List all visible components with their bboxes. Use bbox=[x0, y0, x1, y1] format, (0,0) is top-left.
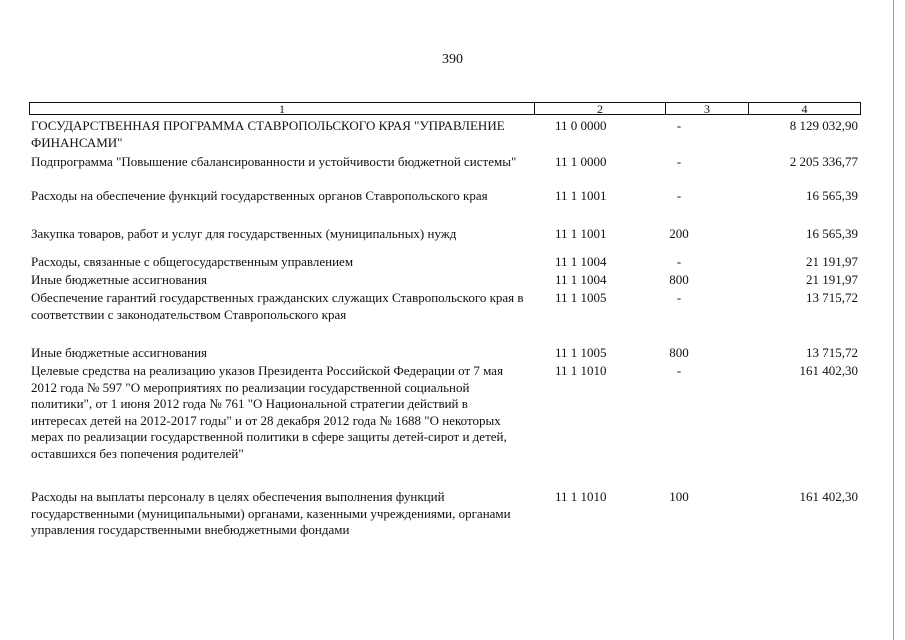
row-code: 11 1 0000 bbox=[555, 154, 607, 169]
page-edge-line bbox=[893, 0, 894, 640]
row-name: Обеспечение гарантий государственных гражданских служащих Ставропольского края в соответствии с законодательством Ставропольского края bbox=[31, 290, 524, 322]
header-col-1: 1 bbox=[30, 103, 535, 114]
row-amount: 16 565,39 bbox=[806, 188, 858, 203]
page-number: 390 bbox=[442, 52, 463, 67]
row-name: Подпрограмма "Повышение сбалансированности и устойчивости бюджетной системы" bbox=[31, 154, 517, 169]
row-name: Расходы на выплаты персоналу в целях обеспечения выполнения функций государственными (муниципальными) органами, казенными учреждениями, органами управления государственными внебюджетными фондами bbox=[31, 489, 511, 537]
row-code: 11 1 1010 bbox=[555, 489, 607, 504]
row-amount: 16 565,39 bbox=[806, 226, 858, 241]
row-amount: 161 402,30 bbox=[799, 489, 858, 504]
row-amount: 2 205 336,77 bbox=[789, 154, 858, 169]
row-code: 11 1 1004 bbox=[555, 254, 607, 269]
row-type: - bbox=[676, 118, 682, 133]
row-name: Расходы на обеспечение функций государственных органов Ставропольского края bbox=[31, 188, 488, 203]
row-type: - bbox=[676, 290, 682, 305]
row-name: Целевые средства на реализацию указов Президента Российской Федерации от 7 мая 2012 года № 597 "О мероприятиях по реализации государственной социальной политики", от 1 июня 2012 года № 761 "О Национальной стратегии действий в интересах детей на 2012-2017 годы" и от 28 декабря 2012 года № 1688 "О некоторых мерах по реализации государственной политики в сфере защиты детей-сирот и детей, оставшихся без попечения родителей" bbox=[31, 363, 507, 461]
row-code: 11 1 1005 bbox=[555, 345, 607, 360]
row-name: Иные бюджетные ассигнования bbox=[31, 272, 208, 287]
row-name: Закупка товаров, работ и услуг для государственных (муниципальных) нужд bbox=[31, 226, 457, 241]
row-amount: 21 191,97 bbox=[806, 272, 858, 287]
row-code: 11 1 1010 bbox=[555, 363, 607, 378]
row-amount: 13 715,72 bbox=[806, 290, 858, 305]
row-type: - bbox=[676, 254, 682, 269]
row-code: 11 0 0000 bbox=[555, 118, 607, 133]
row-code: 11 1 1005 bbox=[555, 290, 607, 305]
row-type: - bbox=[676, 154, 682, 169]
row-type: - bbox=[676, 188, 682, 203]
header-col-3: 3 bbox=[666, 103, 749, 114]
row-type: 100 bbox=[669, 489, 689, 504]
row-name: ГОСУДАРСТВЕННАЯ ПРОГРАММА СТАВРОПОЛЬСКОГО КРАЯ "УПРАВЛЕНИЕ ФИНАНСАМИ" bbox=[31, 118, 505, 150]
row-amount: 13 715,72 bbox=[806, 345, 858, 360]
row-type: - bbox=[676, 363, 682, 378]
row-amount: 8 129 032,90 bbox=[789, 118, 858, 133]
row-type: 200 bbox=[669, 226, 689, 241]
row-code: 11 1 1001 bbox=[555, 226, 607, 241]
row-type: 800 bbox=[669, 345, 689, 360]
row-amount: 161 402,30 bbox=[799, 363, 858, 378]
header-col-4: 4 bbox=[801, 102, 808, 116]
header-col-2: 2 bbox=[535, 103, 666, 114]
row-type: 800 bbox=[669, 272, 689, 287]
row-amount: 21 191,97 bbox=[806, 254, 858, 269]
row-code: 11 1 1001 bbox=[555, 188, 607, 203]
row-name: Иные бюджетные ассигнования bbox=[31, 345, 208, 360]
row-name: Расходы, связанные с общегосударственным управлением bbox=[31, 254, 354, 269]
table-header bbox=[29, 102, 861, 115]
row-code: 11 1 1004 bbox=[555, 272, 607, 287]
